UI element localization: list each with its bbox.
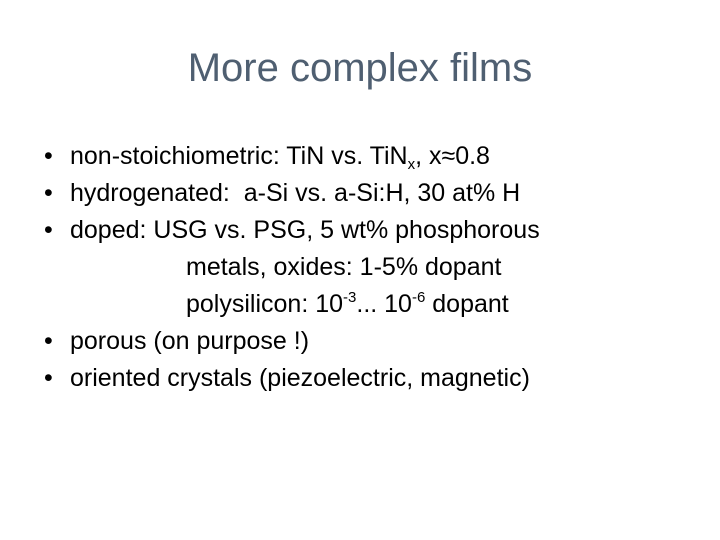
- bullet-dot-icon: •: [44, 216, 53, 244]
- text-run: non-stoichiometric: TiN vs. TiN: [70, 142, 408, 170]
- bullet-text: porous (on purpose !): [70, 327, 310, 355]
- bullet-dot-icon: •: [44, 327, 53, 355]
- bullet-text: doped: USG vs. PSG, 5 wt% phosphorous: [70, 216, 540, 244]
- superscript: -6: [411, 289, 426, 306]
- subscript: x: [407, 156, 416, 173]
- slide-title: More complex films: [187, 46, 533, 90]
- superscript: -3: [343, 289, 357, 306]
- continuation-text: metals, oxides: 1-5% dopant: [186, 253, 502, 281]
- text-run: , x≈0.8: [415, 142, 490, 170]
- bullet-text: [70, 138, 490, 174]
- bullet-dot-icon: •: [44, 179, 53, 207]
- continuation-text: [186, 286, 509, 322]
- text-run: ... 10: [356, 290, 412, 318]
- bullet-dot-icon: •: [44, 364, 53, 392]
- text-run: polysilicon: 10: [186, 290, 344, 318]
- bullet-text: hydrogenated: a-Si vs. a-Si:H, 30 at% H: [70, 179, 521, 207]
- bullet-dot-icon: •: [44, 142, 53, 170]
- text-run: dopant: [425, 290, 509, 318]
- bullet-text: oriented crystals (piezoelectric, magnetic): [70, 364, 530, 392]
